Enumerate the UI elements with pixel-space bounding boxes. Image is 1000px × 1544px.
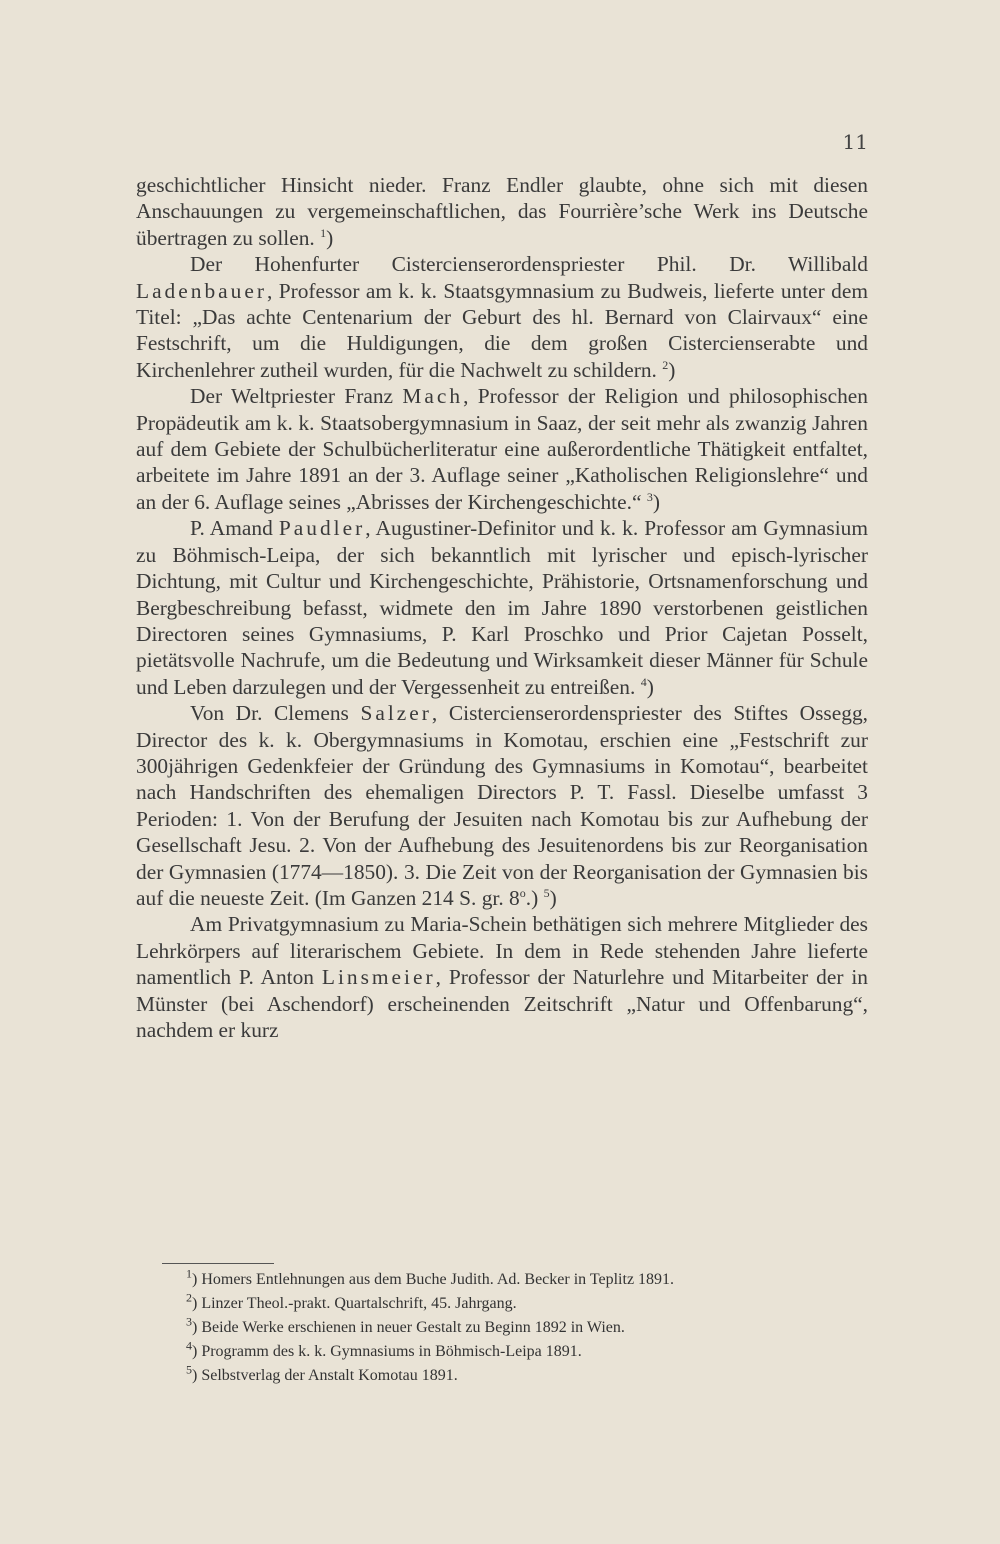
text-run: Der Hohenfurter Cistercienserordenspriester Phil. Dr. Willibald: [190, 252, 868, 277]
footnote-number: 4: [186, 1338, 192, 1353]
footnote-number: 2: [186, 1290, 192, 1305]
text-run: Der Weltpriester Franz: [190, 384, 403, 409]
footnote-number: 3: [186, 1314, 192, 1329]
footnote: $^3$) Beide Werke erschienen in neuer Gestalt zu Beginn 1892 in Wien.: [186, 1314, 625, 1336]
text-run: ): [326, 225, 334, 250]
footnote-ref: 4: [640, 674, 647, 689]
page-number: 11: [842, 130, 868, 154]
text-run: P. Amand: [190, 516, 279, 541]
footnote-ref: 3: [646, 489, 653, 504]
footnote-text: Beide Werke erschienen in neuer Gestalt zu Beginn 1892 in Wien.: [201, 1319, 625, 1336]
footnote-ref: 2: [662, 357, 669, 372]
spaced-name: Salzer: [360, 701, 432, 726]
paragraph: [136, 383, 868, 515]
text-run: , Cistercienserordenspriester des Stiftes Ossegg, Director des k. k. Obergymnasiums in Komotau, erschien eine „Festschrift zur 300jährigen Gedenkfeier der Gründung des Gymnasiums in Komotau“, bearbeitet nach Handschriften des ehemaligen Directors P. T. Fassl. Dieselbe umfasst 3 Perioden: 1. Von der Berufung der Jesuiten nach Komotau bis zur Aufhebung der Gesellschaft Jesu. 2. Von der Aufhebung des Jesuitenordens bis zur Reorganisation der Gymnasien (1774—1850). 3. Die Zeit von der Reorganisation der Gymnasien bis auf die neueste Zeit. (Im Ganzen 214 S. gr. 8: [136, 701, 868, 910]
footnote-ref: 5: [543, 885, 550, 900]
text-run: ): [652, 489, 660, 514]
text-run: ): [668, 357, 676, 382]
footnote-text: Homers Entlehnungen aus dem Buche Judith. Ad. Becker in Teplitz 1891.: [201, 1271, 675, 1288]
footnote-number: 1: [186, 1266, 192, 1281]
paragraph: [136, 172, 868, 251]
text-run: Von Dr. Clemens: [190, 701, 361, 726]
footnotes: [186, 1268, 866, 1388]
spaced-name: Linsmeier: [321, 965, 436, 990]
text-run: , Augustiner-Definitor und k. k. Professor am Gymnasium zu Böhmisch-Leipa, der sich bekanntlich mit lyrischer und episch-lyrischer Dichtung, mit Cultur und Kirchengeschichte, Prähistorie, Ortsnamenforschung und Bergbeschreibung befasst, widmete den im Jahre 1890 verstorbenen geistlichen Directoren seines Gymnasiums, P. Karl Proschko und Prior Cajetan Posselt, pietätsvolle Nachrufe, um die Bedeutung und Wirksamkeit dieser Männer für Schule und Leben darzulegen und der Vergessenheit zu entreißen.: [136, 516, 869, 699]
paragraph: [136, 251, 868, 383]
spaced-name: Ladenbauer: [136, 278, 267, 303]
text-run: geschichtlicher Hinsicht nieder. Franz Endler glaubte, ohne sich mit diesen Anschauungen zu vergemeinschaftlichen, das Fourrière’sche Werk ins Deutsche übertragen zu sollen.: [136, 173, 868, 250]
paragraph: [136, 515, 868, 700]
footnote: $^1$) Homers Entlehnungen aus dem Buche Judith. Ad. Becker in Teplitz 1891.: [186, 1266, 675, 1288]
footnote: $^4$) Programm des k. k. Gymnasiums in Böhmisch-Leipa 1891.: [186, 1338, 582, 1360]
footnote-text: Linzer Theol.-prakt. Quartalschrift, 45. Jahrgang.: [201, 1295, 517, 1312]
footnote-number: 5: [186, 1362, 192, 1377]
text-run: , Professor am k. k. Staatsgymnasium zu Budweis, lieferte unter dem Titel: „Das achte Centenarium der Geburt des hl. Bernard von Clairvaux“ eine Festschrift, um die Huldigungen, die dem großen Cistercienserabte und Kirchenlehrer zutheil wurden, für die Nachwelt zu schildern.: [136, 278, 868, 382]
footnote-ref: 1: [320, 225, 327, 240]
text-run: ): [646, 674, 654, 699]
paragraph: [136, 911, 868, 1043]
spaced-name: Paudler: [278, 516, 366, 541]
footnote: $^2$) Linzer Theol.-prakt. Quartalschrift, 45. Jahrgang.: [186, 1290, 517, 1312]
body-text: [136, 172, 868, 1043]
footnote-ref: o: [519, 885, 526, 900]
text-run: Am Privatgymnasium zu Maria-Schein bethätigen sich mehrere Mitglieder des Lehrkörpers auf literarischem Gebiete. In dem in Rede stehenden Jahre lieferte namentlich P. Anton: [136, 912, 868, 990]
footnote-text: Programm des k. k. Gymnasiums in Böhmisch-Leipa 1891.: [201, 1343, 582, 1360]
text-run: , Professor der Religion und philosophischen Propädeutik am k. k. Staatsobergymnasium in Saaz, der seit mehr als zwanzig Jahren auf dem Gebiete der Schulbücherliteratur eine außerordentliche Thätigkeit entfaltet, arbeitete im Jahre 1891 an der 3. Auflage seiner „Katholischen Religionslehre“ und an der 6. Auflage seines „Abrisses der Kirchengeschichte.“: [136, 384, 868, 514]
footnote-text: Selbstverlag der Anstalt Komotau 1891.: [201, 1367, 458, 1384]
text-run: , Professor der Naturlehre und Mitarbeiter der in Münster (bei Aschendorf) erscheinenden Zeitschrift „Natur und Offenbarung“, nachdem er kurz: [136, 965, 868, 1042]
spaced-name: Mach: [402, 384, 464, 409]
paragraph: [136, 700, 868, 911]
text-run: .): [525, 885, 544, 910]
footnote-divider: [162, 1263, 274, 1264]
text-run: ): [549, 885, 557, 910]
footnote: $^5$) Selbstverlag der Anstalt Komotau 1891.: [186, 1362, 458, 1384]
